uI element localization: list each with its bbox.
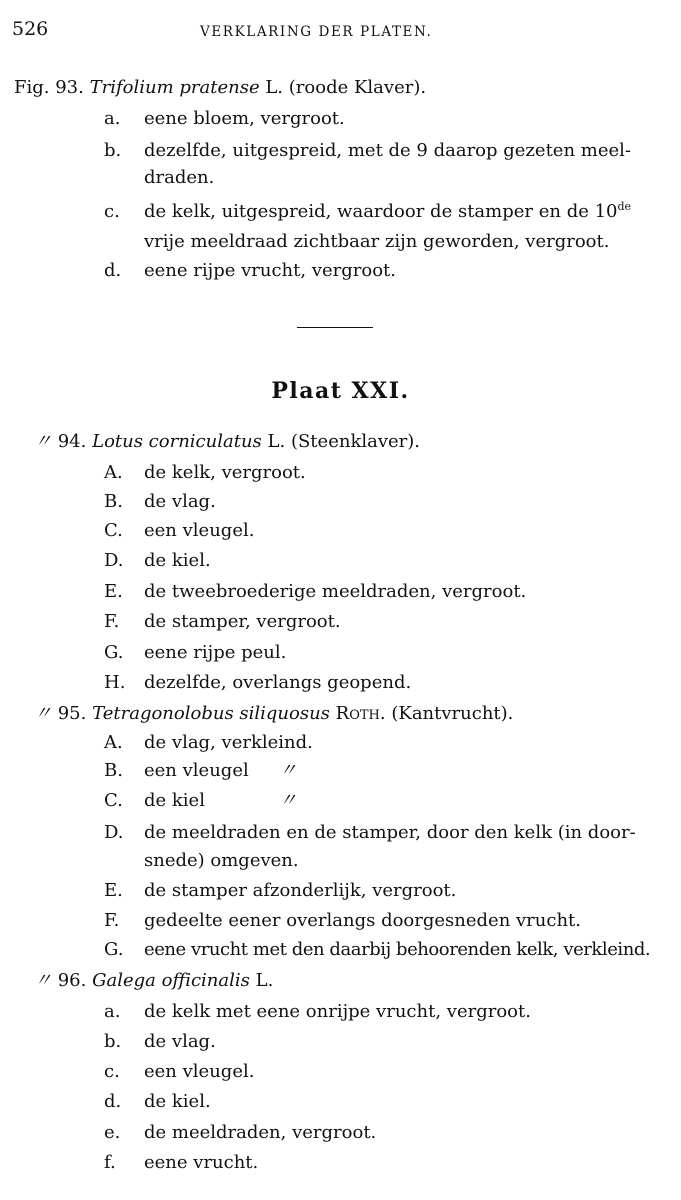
item-letter: b. [104,1031,122,1052]
item-letter: e. [104,1122,121,1143]
item-letter: C. [104,790,123,811]
item-text: snede) omgeven. [144,850,299,871]
item-letter: A. [104,462,123,483]
list-item [104,520,254,542]
item-letter: c. [104,201,120,222]
figure-entry-94 [34,431,420,453]
item-text: eene vrucht met den daarbij behoorenden kelk, verkleind. [144,939,651,960]
item-text: de vlag. [144,491,216,512]
fig-number: 93. [55,77,84,98]
list-item [104,1122,376,1144]
species-author: L. [255,970,274,991]
item-letter: d. [104,1091,122,1112]
item-letter: C. [104,520,123,541]
plate-heading: Plaat XXI. [271,378,410,404]
item-letter: d. [104,260,122,281]
species-author: Roth. [335,703,386,724]
list-item [104,611,341,633]
list-item [104,108,345,130]
page-header [0,14,681,44]
item-text: vrije meeldraad zichtbaar zijn geworden, vergroot. [144,231,610,252]
item-letter: F. [104,611,120,632]
list-item [104,260,396,282]
species-name: Tetragonolobus siliquosus [92,703,330,724]
list-item [104,140,631,162]
item-letter: H. [104,672,126,693]
item-letter: G. [104,939,124,960]
list-item-continuation [144,231,609,253]
ditto-mark: 〃 [279,760,297,781]
item-letter: a. [104,1001,121,1022]
list-item [104,201,631,223]
item-letter: F. [104,910,120,931]
item-text: een vleugel [144,760,249,781]
item-text: de vlag. [144,1031,216,1052]
list-item [104,642,286,664]
item-text: eene rijpe peul. [144,642,287,663]
item-text: de tweebroederige meeldraden, vergroot. [144,581,527,602]
list-item [104,462,306,484]
item-text: de stamper afzonderlijk, vergroot. [144,880,457,901]
item-text: eene vrucht. [144,1152,259,1173]
figure-entry-95 [34,703,513,725]
common-name: (roode Klaver). [288,77,427,98]
list-item [104,581,526,603]
superscript-de: de [617,200,632,213]
species-name: Lotus corniculatus [92,431,262,452]
species-name: Galega officinalis [92,970,250,991]
running-title: VERKLARING DER PLATEN. [200,24,433,40]
item-text: de stamper, vergroot. [144,611,341,632]
item-text: de kelk, vergroot. [144,462,306,483]
fig-number: 95. [57,703,87,724]
item-letter: D. [104,550,124,571]
list-item [104,1001,531,1023]
item-text: een vleugel. [144,1061,255,1082]
list-item [104,1091,211,1113]
item-text: de kiel. [144,1091,211,1112]
item-letter: B. [104,760,123,781]
page-number: 526 [12,18,49,40]
item-text: dezelfde, overlangs geopend. [144,672,412,693]
list-item-continuation [144,850,299,872]
species-author: L. [267,431,286,452]
list-item [104,790,297,812]
item-text: de kiel. [144,550,211,571]
item-text: de meeldraden, vergroot. [144,1122,377,1143]
list-item [104,550,211,572]
item-letter: E. [104,880,123,901]
list-item [104,672,411,694]
item-text: eene rijpe vrucht, vergroot. [144,260,397,281]
item-letter: c. [104,1061,120,1082]
list-item [104,939,650,961]
item-text: de vlag, verkleind. [144,732,313,753]
list-item [104,822,636,844]
item-text: dezelfde, uitgespreid, met de 9 daarop gezeten meel- [144,140,631,161]
list-item [104,880,456,902]
ditto-mark: 〃 [34,431,52,452]
item-text: draden. [144,167,215,188]
item-letter: E. [104,581,123,602]
fig-number: 96. [57,970,87,991]
item-letter: b. [104,140,122,161]
item-text: de kelk met eene onrijpe vrucht, vergroot. [144,1001,531,1022]
item-letter: B. [104,491,123,512]
common-name: (Kantvrucht). [391,703,514,724]
fig-number: 94. [57,431,87,452]
item-letter: D. [104,822,124,843]
item-text: een vleugel. [144,520,255,541]
item-text: de kelk, uitgespreid, waardoor de stamper en de 10 [144,201,618,222]
ditto-mark: 〃 [34,970,52,991]
item-text: de kiel [144,790,205,811]
common-name: (Steenklaver). [290,431,421,452]
species-name: Trifolium pratense [89,77,260,98]
item-letter: A. [104,732,123,753]
list-item [104,1152,258,1174]
list-item [104,491,216,513]
list-item [104,760,297,782]
list-item [104,732,313,754]
ditto-mark: 〃 [279,790,297,811]
list-item [104,910,581,932]
list-item [104,1061,254,1083]
ditto-mark: 〃 [34,703,52,724]
item-letter: a. [104,108,121,129]
list-item-continuation [144,167,214,189]
item-text: gedeelte eener overlangs doorgesneden vrucht. [144,910,582,931]
figure-entry-96 [34,970,273,992]
fig-label: Fig. [14,77,50,98]
species-author: L. [265,77,284,98]
list-item [104,1031,216,1053]
item-letter: f. [104,1152,116,1173]
figure-entry-93 [14,77,426,99]
item-text: de meeldraden en de stamper, door den kelk (in door- [144,822,636,843]
item-letter: G. [104,642,124,663]
section-divider [297,327,373,328]
item-text: eene bloem, vergroot. [144,108,345,129]
